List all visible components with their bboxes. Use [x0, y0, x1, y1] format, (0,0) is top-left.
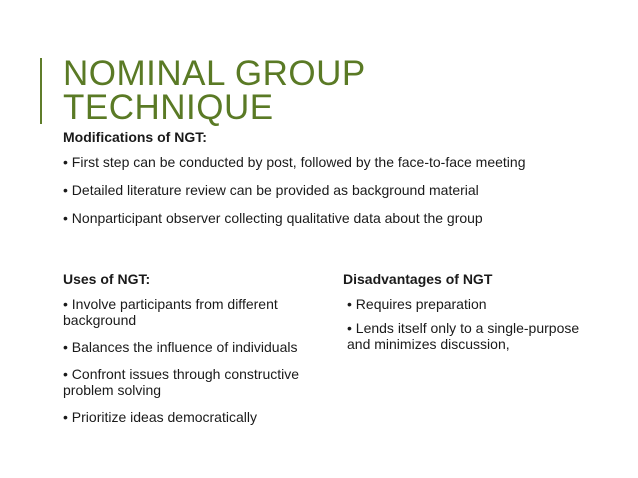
modifications-item: • First step can be conducted by post, followed by the face-to-face meeting — [63, 154, 526, 170]
disadvantages-heading: Disadvantages of NGT — [343, 271, 493, 287]
uses-item: • Prioritize ideas democratically — [63, 409, 257, 425]
disadvantages-section — [343, 271, 603, 360]
slide-title-line-2: TECHNIQUE — [63, 88, 274, 127]
uses-heading: Uses of NGT: — [63, 271, 151, 287]
disadvantages-item: • Lends itself only to a single-purpose and minimizes discussion, — [347, 320, 580, 352]
slide-title-line-1: NOMINAL GROUP — [63, 54, 366, 93]
uses-item: • Confront issues through constructive problem solving — [63, 366, 300, 398]
modifications-heading: Modifications of NGT: — [63, 129, 207, 145]
modifications-section — [63, 129, 603, 238]
uses-section — [63, 271, 313, 436]
modifications-item: • Nonparticipant observer collecting qualitative data about the group — [63, 210, 483, 226]
slide-title — [63, 54, 366, 127]
modifications-item: • Detailed literature review can be provided as background material — [63, 182, 479, 198]
title-accent-bar — [40, 58, 42, 124]
uses-item: • Involve participants from different background — [63, 296, 278, 328]
disadvantages-item: • Requires preparation — [347, 296, 487, 312]
uses-item: • Balances the influence of individuals — [63, 339, 298, 355]
